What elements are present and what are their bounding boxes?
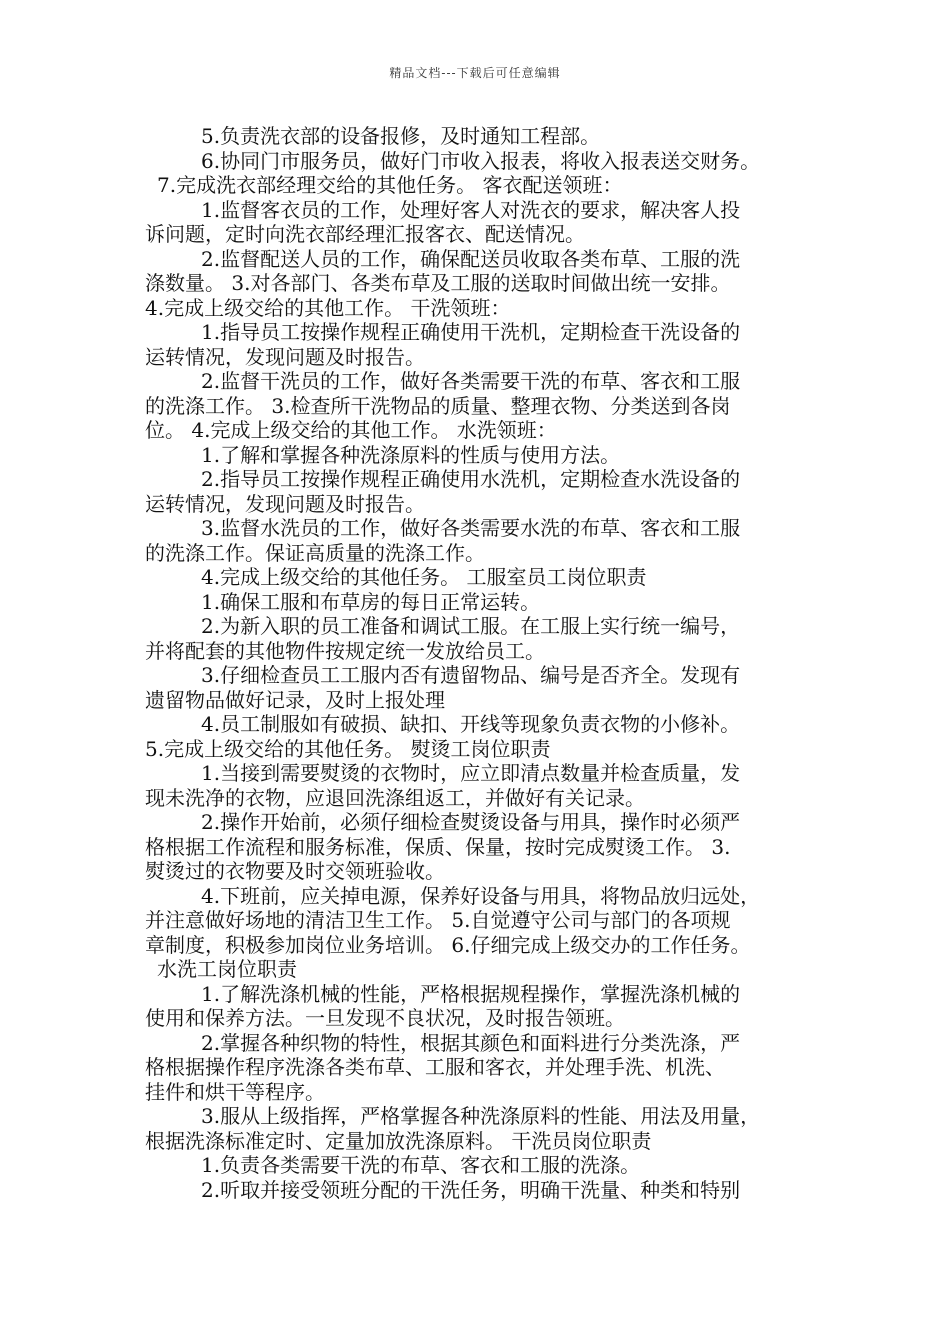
text-line: 章制度，积极参加岗位业务培训。 6.仔细完成上级交办的工作任务。 [145,932,751,957]
text-line: 6.协同门市服务员，做好门市收入报表，将收入报表送交财务。 [201,148,761,173]
text-line: 3.仔细检查员工工服内否有遗留物品、编号是否齐全。发现有 [201,663,741,687]
text-line: 2.操作开始前，必须仔细检查熨烫设备与用具，操作时必须严 [201,810,741,834]
text-line: 诉问题，定时向洗衣部经理汇报客衣、配送情况。 [145,222,585,246]
text-line: 涤数量。 3.对各部门、各类布草及工服的送取时间做出统一安排。 [145,271,731,295]
text-line: 挂件和烘干等程序。 [145,1079,325,1104]
text-line: 5.负责洗衣部的设备报修，及时通知工程部。 [201,124,601,148]
text-line: 位。 4.完成上级交给的其他工作。 水洗领班： [145,418,557,442]
text-line: 2.监督配送人员的工作，确保配送员收取各类布草、工服的洗 [201,246,741,271]
text-line: 1.指导员工按操作规程正确使用干洗机，定期检查干洗设备的 [201,320,741,344]
text-line: 4.完成上级交给的其他任务。 工服室员工岗位职责 [201,565,647,589]
text-line: 1.了解洗涤机械的性能，严格根据规程操作，掌握洗涤机械的 [201,981,741,1006]
text-line: 2.指导员工按操作规程正确使用水洗机，定期检查水洗设备的 [201,467,741,491]
text-line: 的洗涤工作。保证高质量的洗涤工作。 [145,540,485,565]
text-line: 的洗涤工作。 3.检查所干洗物品的质量、整理衣物、分类送到各岗 [145,393,731,418]
text-line: 并注意做好场地的清洁卫生工作。 5.自觉遵守公司与部门的各项规 [145,908,731,932]
text-line: 2.监督干洗员的工作，做好各类需要干洗的布草、客衣和工服 [201,369,741,393]
text-line: 水洗工岗位职责 [157,957,297,981]
text-line: 3.服从上级指挥，严格掌握各种洗涤原料的性能、用法及用量， [201,1104,761,1128]
text-line: 1.确保工服和布草房的每日正常运转。 [201,589,541,614]
document-body [145,124,825,1202]
text-line: 遗留物品做好记录，及时上报处理 [145,687,445,712]
text-line: 5.完成上级交给的其他任务。 熨烫工岗位职责 [145,736,551,761]
text-line: 运转情况，发现问题及时报告。 [145,491,425,516]
text-line: 现未洗净的衣物，应退回洗涤组返工，并做好有关记录。 [145,785,645,810]
text-line: 2.听取并接受领班分配的干洗任务，明确干洗量、种类和特别 [201,1177,741,1202]
text-line: 根据洗涤标准定时、定量加放洗涤原料。 干洗员岗位职责 [145,1128,652,1153]
text-line: 4.完成上级交给的其他工作。 干洗领班： [145,295,511,320]
text-line: 3.监督水洗员的工作，做好各类需要水洗的布草、客衣和工服 [201,516,741,540]
page-header: 精品文档---下载后可任意编辑 [389,66,561,80]
text-line: 1.当接到需要熨烫的衣物时，应立即清点数量并检查质量，发 [201,761,741,785]
text-line: 格根据工作流程和服务标准，保质、保量，按时完成熨烫工作。 3. [145,834,731,859]
text-line: 4.下班前，应关掉电源，保养好设备与用具，将物品放归远处， [201,883,761,908]
text-line: 格根据操作程序洗涤各类布草、工服和客衣，并处理手洗、机洗、 [145,1055,725,1079]
text-line: 2.掌握各种织物的特性，根据其颜色和面料进行分类洗涤，严 [201,1030,741,1055]
text-line: 7.完成洗衣部经理交给的其他任务。 客衣配送领班： [157,173,623,197]
text-line: 使用和保养方法。一旦发现不良状况，及时报告领班。 [145,1006,625,1030]
text-line: 并将配套的其他物件按规定统一发放给员工。 [145,638,545,663]
text-line: 运转情况，发现问题及时报告。 [145,344,425,369]
text-line: 4.员工制服如有破损、缺扣、开线等现象负责衣物的小修补。 [201,712,741,736]
text-line: 1.监督客衣员的工作，处理好客人对洗衣的要求，解决客人投 [201,197,741,222]
text-line: 2.为新入职的员工准备和调试工服。在工服上实行统一编号， [201,614,741,638]
text-line: 熨烫过的衣物要及时交领班验收。 [145,859,445,883]
text-line: 1.负责各类需要干洗的布草、客衣和工服的洗涤。 [201,1153,641,1177]
text-line: 1.了解和掌握各种洗涤原料的性质与使用方法。 [201,442,621,467]
